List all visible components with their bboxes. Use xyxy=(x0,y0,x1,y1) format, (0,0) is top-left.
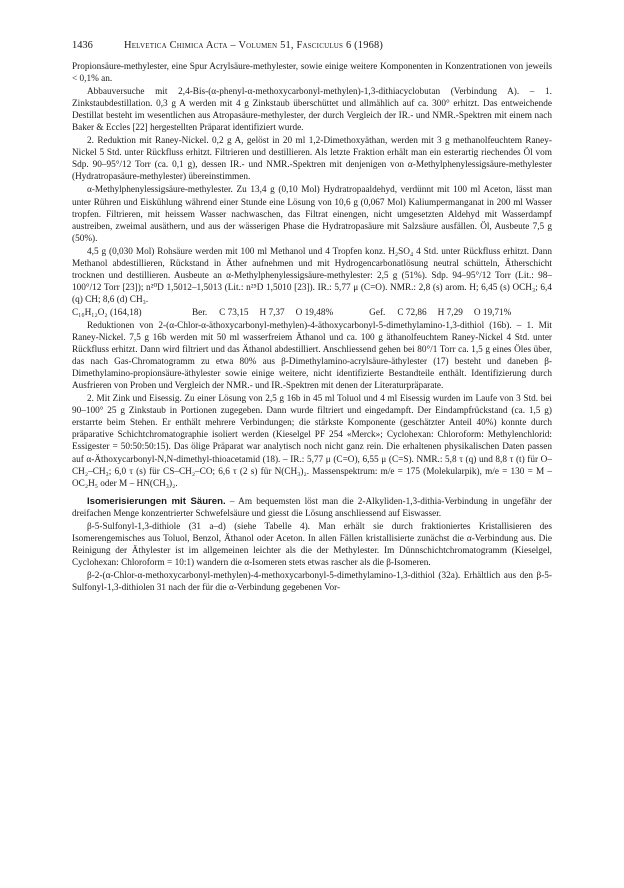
paragraph-raney-reduction: 2. Reduktion mit Raney-Nickel. 0,2 g A, gelöst in 20 ml 1,2-Dimethoxyäthan, werden mit 3 g methanolfeuchtem Raney-Nickel 5 Std. unter Rückfluss erhitzt. Filtrieren und destillieren. Als letzte Fraktion erhält man ein esterartig riechendes Öl vom Sdp. 90–95°/12 Torr (ca. 0,1 g), dessen IR.- und NMR.-Spektren mit denjenigen von α-Methylphenylessigsäure-methylester (Hydratropasäure-methylester) übereinstimmen. xyxy=(72,136,552,183)
page-number: 1436 xyxy=(72,40,93,51)
found-label: Gef. xyxy=(369,307,386,318)
molecular-formula: C₁₀H₁₂O₂ (164,18) xyxy=(72,307,142,318)
calc-o: O 19,48% xyxy=(295,307,334,318)
elemental-analysis-line xyxy=(72,307,552,319)
paragraph-sulfonyl-dithiole: β-5-Sulfonyl-1,3-dithiole (31 a–d) (siehe Tabelle 4). Man erhält sie durch fraktioniertes Kristallisieren des Isomerengemisches aus Toluol, Benzol, Äthanol oder Aceton. In allen Fällen kristallisierte zunächst die α-Verbindung aus. Die Reinigung der Äthylester ist im allgemeinen leichter als die der Methylester. Im Dünnschichtchromatogramm (Kieselgel, Cyclohexan: Chloroform = 10:1) wandern die α-Isomeren stets etwas rascher als die β-Isomeren. xyxy=(72,521,552,568)
calc-values xyxy=(219,307,369,319)
calc-c: C 73,15 xyxy=(219,307,249,318)
paragraph-methylphenylessig: α-Methylphenylessigsäure-methylester. Zu 13,4 g (0,10 Mol) Hydratropaaldehyd, verdünnt mit 100 ml Aceton, lässt man unter Rühren und Eiskühlung während einer Stunde eine Lösung von 10,6 g (0,067 Mol) Kaliumpermanganat in 200 ml Wasser tropfen. Filtrieren, mit heissem Wasser nachwaschen, das Filtrat einengen, nicht umgesetzten Aldehyd mit Wasserdampf austreiben, zweimal ausäthern, und aus der wässerigen Phase die Hydratropasäure mit Salzsäure ausfällen. Öl, Ausbeute 7,5 g (50%). xyxy=(72,185,552,244)
found-o: O 19,71% xyxy=(473,307,512,318)
section-heading: Isomerisierungen mit Säuren. xyxy=(87,495,226,507)
found-h: H 7,29 xyxy=(437,307,463,318)
found-values xyxy=(397,307,511,319)
paragraph-zink-eisessig: 2. Mit Zink und Eisessig. Zu einer Lösung von 2,5 g 16b in 45 ml Toluol und 4 ml Eisessig wurden im Laufe von 3 Std. bei 90–100° 25 g Zinkstaub in Portionen zugegeben. Dann wurde filtriert und eingedampft. Der Eindampfrückstand (ca. 1,5 g) erstarrte beim Stehen. Er enthält mehrere Verbindungen; die stärkste Komponente (geschätzter Anteil 40%) konnte durch präparative Schichtchromatographie isoliert werden (Kieselgel PF 254 «Merck»; Cyclohexan: Chloroform: Methylenchlorid: Essigester = 50:50:50:15). Das ölige Präparat war analytisch noch nicht ganz rein. Die erhaltenen physikalischen Daten passen auf α-Äthoxycarbonyl-N,N-dimethyl-thioacetamid (18). – IR.: 5,77 μ (C=O), 6,55 μ (C=S). NMR.: 5,8 τ (q) und 8,8 τ (t) für O–CH₂–CH₃; 6,0 τ (s) für CS–CH₂–CO; 6,6 τ (2 s) für N(CH₃)₂. Massenspektrum: m/e = 175 (Molekularpik), m/e = 130 = M – OC₂H₅ oder M – HN(CH₃)₂. xyxy=(72,394,552,489)
paragraph-rohsaeure: 4,5 g (0,030 Mol) Rohsäure werden mit 100 ml Methanol und 4 Tropfen konz. H₂SO₄ 4 Std. unter Rückfluss erhitzt. Dann Methanol abdestillieren, Rückstand in Äther aufnehmen und mit Hydrogencarbonatlösung neutral schütteln, Ätherschicht trocknen und destillieren. Ausbeute an α-Methylphenylessigsäure-methylester: 2,5 g (51%). Sdp. 94–95°/12 Torr (Lit.: 98–100°/12 Torr [23]); n²⁰D 1,5012–1,5013 (Lit.: n²⁵D 1,5010 [23]). IR.: 5,77 μ (C=O). NMR.: 2,8 (s) arom. H; 6,45 (s) OCH₃; 6,4 (q) CH; 8,6 (d) CH₃. xyxy=(72,246,552,305)
section-text: – Am bequemsten löst man die 2-Alkyliden-1,3-dithia-Verbindung in ungefähr der dreifachen Menge konzentrierter Schwefelsäure und giesst die Lösung anschliessend auf Eiswasser. xyxy=(72,496,552,519)
running-header xyxy=(72,40,552,51)
found-c: C 72,86 xyxy=(397,307,427,318)
paragraph-isomerisierungen xyxy=(72,496,552,520)
paragraph-continuation: Propionsäure-methylester, eine Spur Acrylsäure-methylester, sowie einige weitere Komponenten in Konzentrationen von jeweils < 0,1% an. xyxy=(72,62,552,85)
paragraph-reduktionen: Reduktionen von 2-(α-Chlor-α-äthoxycarbonyl-methylen)-4-äthoxycarbonyl-5-dimethylamino-1,3-dithiol (16b). – 1. Mit Raney-Nickel. 7,5 g 16b werden mit 50 ml wasserfreiem Äthanol und ca. 100 g äthanolfeuchtem Raney-Nickel 4 Std. unter Rückfluss erhitzt. Dann wird filtriert und das Äthanol abdestilliert. Anschliessend gehen bei 80°/1 Torr ca. 1,5 g eines Öles über, das nach Gas-Chromatogramm zu etwa 80% aus β-Dimethylamino-acrylsäure-äthylester (17) besteht und daneben β-Dimethylamino-propionsäure-äthylester sowie einige weitere, nicht identifizierte Bestandteile enthält. Identifizierung durch Ausfrieren von Proben und Vergleich der NMR.- und IR.-Spektren mit denen der Literaturpräparate. xyxy=(72,320,552,392)
paragraph-abbauversuche: Abbauversuche mit 2,4-Bis-(α-phenyl-α-methoxycarbonyl-methylen)-1,3-dithiacyclobutan (Verbindung A). – 1. Zinkstaubdestillation. 0,3 g A werden mit 4 g Zinkstaub überschüttet und allmählich auf ca. 300° erhitzt. Das entweichende Destillat besteht im wesentlichen aus Atropasäure-methylester, der durch Vergleich der IR.- und NMR.-Spektren mit einem nach Baker & Eccles [22] hergestellten Präparat identifiziert wurde. xyxy=(72,87,552,134)
calc-label: Ber. xyxy=(192,307,208,318)
paragraph-chlor-methoxycarbonyl: β-2-(α-Chlor-α-methoxycarbonyl-methylen)-4-methoxycarbonyl-5-dimethylamino-1,3-dithiol (32a). Erhältlich aus den β-5-Sulfonyl-1,3-dithiolen 31 nach der für die α-Verbindung gegebenen Vor- xyxy=(72,570,552,593)
journal-page xyxy=(72,40,552,594)
running-title: Helvetica Chimica Acta – Volumen 51, Fasciculus 6 (1968) xyxy=(124,40,384,51)
calc-h: H 7,37 xyxy=(259,307,285,318)
